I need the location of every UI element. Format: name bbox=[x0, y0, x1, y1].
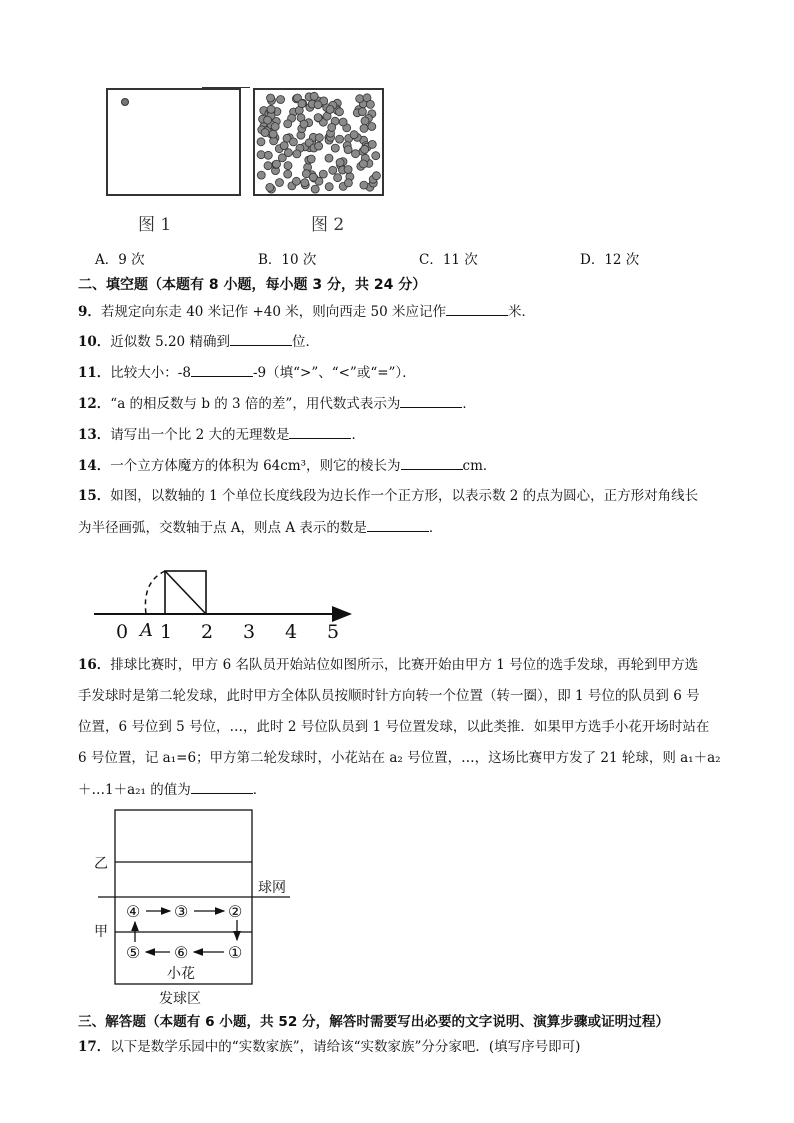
grain-dot bbox=[314, 114, 322, 122]
grain-dot bbox=[372, 152, 380, 160]
option-d: D．12 次 bbox=[580, 252, 640, 268]
grain-dot bbox=[314, 101, 322, 109]
answer-blank-14[interactable] bbox=[401, 455, 463, 470]
question-14-text: 一个立方体魔方的体积为 64cm³，则它的棱长为 bbox=[110, 458, 401, 474]
grain-dot bbox=[326, 106, 334, 114]
grain-dot bbox=[344, 179, 352, 187]
option-c: C．11 次 bbox=[419, 252, 478, 268]
team-a-label: 甲 bbox=[94, 924, 108, 940]
grain-dot bbox=[328, 123, 336, 131]
grain-dot bbox=[360, 124, 368, 132]
grain-dot bbox=[292, 177, 300, 185]
grain-dot bbox=[261, 129, 269, 137]
question-16-line-4: 6 号位置，记 a₁=6；甲方第二轮发球时，小花站在 a₂ 号位置，…，这场比赛甲方发了 21 轮球，则 a₁＋a₂ bbox=[78, 750, 721, 766]
serve-area-label: 发球区 bbox=[159, 991, 201, 1007]
grain-dot bbox=[264, 151, 272, 159]
question-15-line-2 bbox=[78, 517, 442, 538]
answer-blank-12[interactable] bbox=[400, 393, 462, 408]
grain-dot bbox=[267, 94, 275, 102]
figure-2 bbox=[253, 88, 385, 198]
team-b-label: 乙 bbox=[94, 856, 108, 872]
tick-4: 4 bbox=[285, 621, 298, 643]
figure-1-caption: 图 1 bbox=[138, 215, 172, 235]
question-16-line-2: 手发球时是第二轮发球，此时甲方全体队员按顺时针方向转一个位置（转一圈），即 1 号位的队员到 6 号 bbox=[78, 688, 700, 704]
question-13-number: 13． bbox=[78, 427, 111, 443]
question-9-text: 若规定向东走 40 米记作 +40 米，则向西走 50 米应记作 bbox=[100, 304, 446, 320]
question-12 bbox=[78, 393, 476, 414]
question-17 bbox=[78, 1037, 580, 1057]
figure-2-drawing bbox=[253, 88, 385, 198]
question-16-line-3: 位置，6 号位到 5 号位，…，此时 2 号位队员到 1 号位置发球，以此类推．如果甲方选手小花开场时站在 bbox=[78, 719, 710, 735]
question-12-tail: ． bbox=[462, 396, 476, 412]
question-10-tail: 位． bbox=[291, 334, 319, 350]
answer-blank-10[interactable] bbox=[230, 331, 292, 346]
question-11-number: 11． bbox=[78, 365, 111, 381]
grain-dot bbox=[307, 155, 315, 163]
grain-dot bbox=[266, 183, 274, 191]
grain-dot bbox=[315, 134, 323, 142]
grain-dot bbox=[289, 138, 297, 146]
grain-dot bbox=[278, 154, 286, 162]
question-13 bbox=[78, 424, 365, 445]
section-2-title: 二、填空题（本题有 8 小题，每小题 3 分，共 24 分） bbox=[78, 277, 427, 293]
position-1: ① bbox=[228, 943, 243, 962]
answer-blank-11[interactable] bbox=[191, 362, 253, 377]
grain-dot bbox=[329, 166, 337, 174]
grain-dot bbox=[301, 179, 309, 187]
question-17-number: 17． bbox=[78, 1039, 111, 1055]
tick-0: 0 bbox=[116, 621, 129, 643]
question-15-text-2: 为半径画弧，交数轴于点 A，则点 A 表示的数是 bbox=[78, 520, 367, 536]
tick-2: 2 bbox=[201, 621, 214, 643]
question-10-number: 10． bbox=[78, 334, 111, 350]
grain-dot bbox=[358, 108, 366, 116]
grain-dot bbox=[344, 146, 352, 154]
question-9-number: 9． bbox=[78, 304, 101, 320]
question-15-number: 15． bbox=[78, 488, 111, 504]
position-3: ③ bbox=[174, 902, 189, 921]
grain-dot bbox=[298, 100, 306, 108]
grain-dot bbox=[293, 150, 301, 158]
grain-dot bbox=[257, 151, 265, 159]
option-b: B．10 次 bbox=[258, 252, 317, 268]
grain-dot bbox=[269, 130, 277, 138]
question-11-text: 比较大小：-8 bbox=[110, 365, 191, 381]
question-13-text: 请写出一个比 2 大的无理数是 bbox=[110, 427, 290, 443]
figure-1 bbox=[106, 88, 242, 198]
question-15-line-1 bbox=[78, 486, 698, 506]
grain-dot bbox=[273, 160, 281, 168]
option-a: A．9 次 bbox=[95, 252, 145, 268]
player-label: 小花 bbox=[167, 966, 195, 982]
grain-dot bbox=[336, 108, 344, 116]
grain-dot bbox=[310, 92, 318, 100]
position-6: ⑥ bbox=[174, 943, 189, 962]
grain-dot bbox=[315, 142, 323, 150]
grain-dot bbox=[284, 170, 292, 178]
grain-dot bbox=[360, 181, 368, 189]
question-10 bbox=[78, 331, 319, 352]
question-16-line-5 bbox=[78, 779, 266, 800]
question-9-unit: 米． bbox=[508, 304, 535, 320]
position-5: ⑤ bbox=[126, 943, 141, 962]
grain-dot bbox=[264, 116, 272, 124]
grain-dot bbox=[325, 154, 333, 162]
grain-dot bbox=[271, 123, 279, 131]
point-a-label: A bbox=[140, 620, 153, 641]
tick-3: 3 bbox=[243, 621, 256, 643]
grain-dot bbox=[325, 183, 333, 191]
figure-1-drawing bbox=[106, 88, 242, 198]
grain-dot bbox=[319, 170, 327, 178]
position-2: ② bbox=[228, 902, 243, 921]
grain-dot bbox=[280, 142, 288, 150]
question-15-text-1: 如图，以数轴的 1 个单位长度线段为边长作一个正方形，以表示数 2 的点为圆心，正方形对角线长 bbox=[110, 488, 699, 504]
answer-blank-15[interactable] bbox=[367, 517, 429, 532]
grain-dot bbox=[300, 120, 308, 128]
answer-blank-16[interactable] bbox=[191, 779, 253, 794]
question-10-text: 近似数 5.20 精确到 bbox=[110, 334, 230, 350]
question-16-text-1: 排球比赛时，甲方 6 名队员开始站位如图所示，比赛开始由甲方 1 号位的选手发球，再轮到甲方选 bbox=[110, 657, 699, 673]
question-17-text: 以下是数学乐园中的“实数家族”，请给该“实数家族”分分家吧．(填写序号即可) bbox=[110, 1039, 581, 1055]
grain-dot bbox=[284, 162, 292, 170]
grain-dot bbox=[284, 120, 292, 128]
grain-dot bbox=[361, 117, 369, 125]
question-16-number: 16． bbox=[78, 657, 111, 673]
position-4: ④ bbox=[126, 902, 141, 921]
grain-dot bbox=[368, 123, 376, 131]
grain-dot bbox=[359, 160, 367, 168]
number-line-figure bbox=[88, 556, 368, 646]
grain-dot bbox=[368, 140, 376, 148]
grain-dot bbox=[264, 162, 272, 170]
tick-5: 5 bbox=[327, 621, 340, 643]
answer-blank-9[interactable] bbox=[446, 301, 508, 316]
grain-dot bbox=[336, 135, 344, 143]
square-diagonal bbox=[165, 571, 206, 614]
question-11 bbox=[78, 362, 416, 383]
grain-dot bbox=[257, 138, 265, 146]
grain-dot bbox=[267, 105, 275, 113]
grain-dot bbox=[276, 179, 284, 187]
grain-dot bbox=[339, 118, 347, 126]
grain-dot bbox=[277, 96, 285, 104]
question-11-tail: -9（填“>”、“<”或“=”）． bbox=[252, 365, 416, 381]
grain-dot bbox=[336, 159, 344, 167]
question-16-text-5: ＋…1＋a₂₁ 的值为 bbox=[78, 782, 191, 798]
grain-dot bbox=[356, 95, 364, 103]
net-label: 球网 bbox=[258, 880, 286, 896]
figure-1-topline bbox=[202, 87, 250, 88]
grain-dot bbox=[350, 131, 358, 139]
section-3-title: 三、解答题（本题有 6 小题，共 52 分，解答时需要写出必要的文字说明、演算步骤或证明过程） bbox=[78, 1014, 670, 1030]
question-9 bbox=[78, 301, 535, 322]
question-16-tail: ． bbox=[252, 782, 267, 798]
grain-dot bbox=[361, 145, 369, 153]
volleyball-court-figure bbox=[88, 806, 308, 1008]
question-16-line-1 bbox=[78, 655, 698, 675]
grain-dot bbox=[334, 174, 342, 182]
answer-blank-13[interactable] bbox=[289, 424, 351, 439]
question-15-tail: ． bbox=[428, 520, 443, 536]
radius-arc bbox=[145, 571, 165, 614]
question-14-number: 14． bbox=[78, 458, 111, 474]
grain-dot bbox=[257, 171, 265, 179]
tick-1: 1 bbox=[160, 621, 173, 643]
question-14-unit: cm． bbox=[462, 458, 497, 474]
question-12-number: 12． bbox=[78, 396, 111, 412]
grain-dot bbox=[344, 166, 352, 174]
figure-2-caption: 图 2 bbox=[311, 215, 345, 235]
grain-dot bbox=[331, 144, 339, 152]
grain-dot bbox=[372, 172, 380, 180]
question-13-tail: ． bbox=[351, 427, 365, 443]
question-14 bbox=[78, 455, 496, 476]
grain-dot bbox=[366, 100, 374, 108]
grain-dot bbox=[309, 173, 317, 181]
grain-dot bbox=[352, 150, 360, 158]
grain-dot bbox=[311, 185, 319, 193]
question-12-text: “a 的相反数与 b 的 3 倍的差”，用代数式表示为 bbox=[110, 396, 401, 412]
